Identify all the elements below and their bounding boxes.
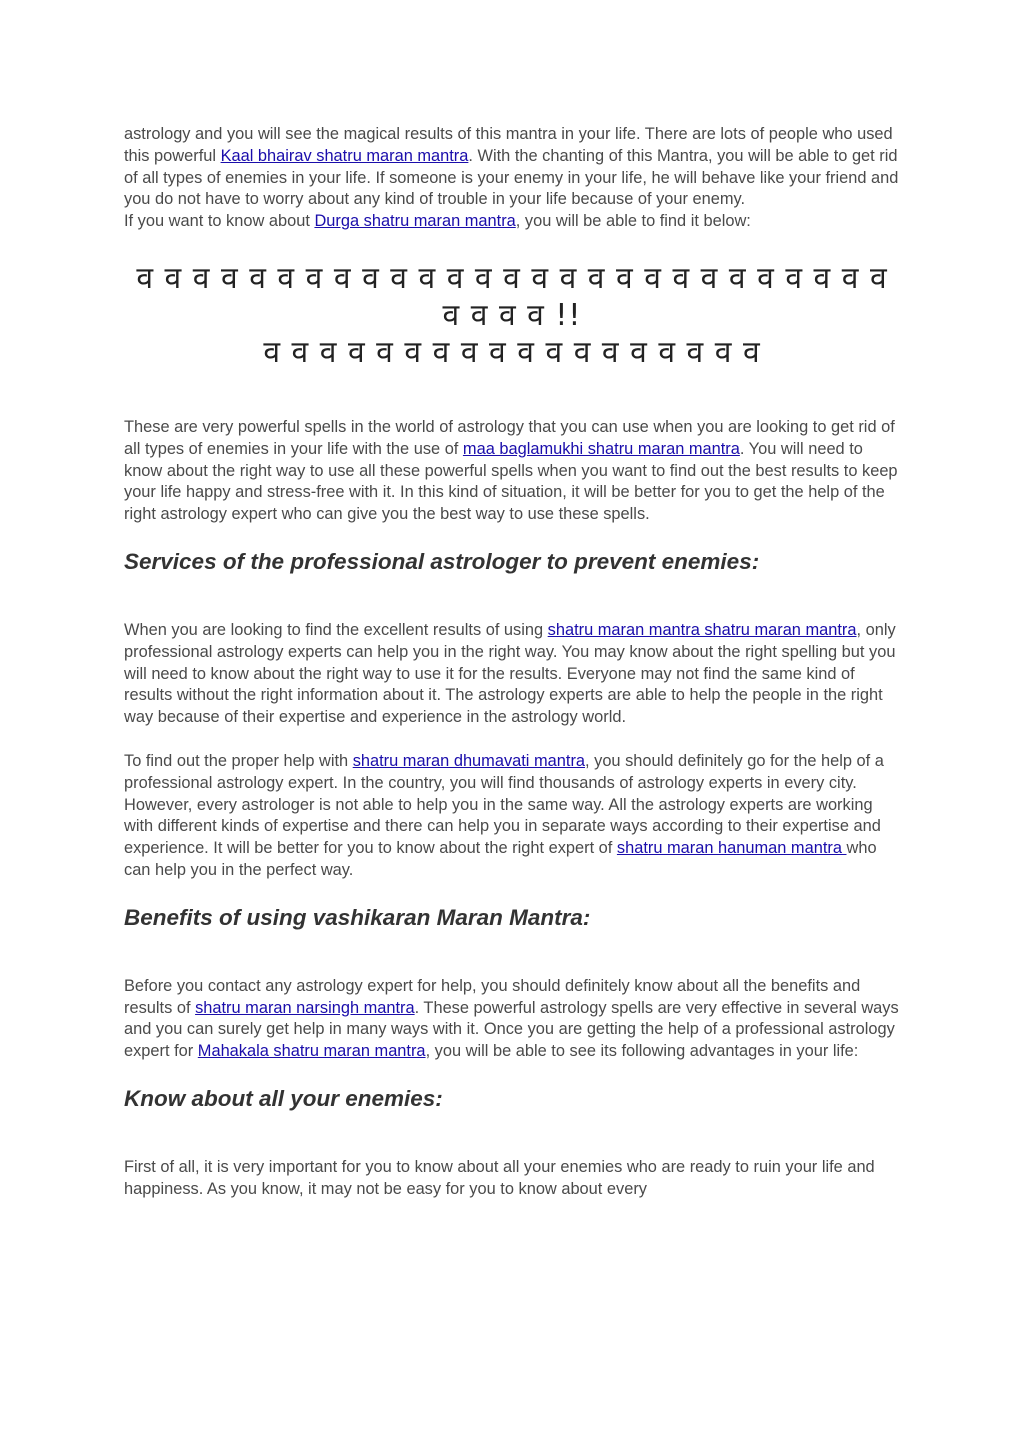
spells-paragraph: [124, 417, 900, 526]
services-p2-text-1: To find out the proper help with: [124, 751, 353, 770]
intro-text-2: . With the chanting of this Mantra, you will be able to get rid of all types of enemies in your life. If someone is your enemy in your life, he will behave like your friend and you do not have to worry about any kind of trouble in your life because of your enemy.: [124, 146, 899, 209]
narsingh-mantra-link[interactable]: shatru maran narsingh mantra: [195, 998, 415, 1017]
enemies-heading: Know about all your enemies:: [124, 1085, 443, 1111]
mantra-line-3: व व व व व व व व व व व व व व व व व व: [263, 334, 761, 370]
durga-text-1: If you want to know about: [124, 212, 315, 231]
services-paragraph-1: [124, 620, 900, 729]
durga-paragraph: [124, 211, 900, 233]
benefits-heading: Benefits of using vashikaran Maran Mantra:: [124, 904, 591, 930]
benefits-text-2: . These powerful astrology spells are very effective in several ways and you can surely get help in many ways with it. Once you are getting the help of a professional astrology expert for: [124, 998, 899, 1061]
mantra-line-1: व व व व व व व व व व व व व व व व व व व व व व व व व व व: [136, 260, 888, 296]
benefits-paragraph: [124, 976, 900, 1063]
hanuman-mantra-link[interactable]: shatru maran hanuman mantra: [616, 839, 847, 858]
dhumavati-mantra-link[interactable]: shatru maran dhumavati mantra: [352, 751, 586, 770]
services-text-2: , only professional astrology experts can help you in the right way. You may know about the right spelling but you will need to know about the right way to use it for the results. Everyone may not find the same kind of results without the right information about it. The astrology experts are able to help the people in the right way because of their expertise and experience in the astrology world.: [124, 620, 896, 727]
document-page: [124, 124, 900, 1201]
benefits-text-1: Before you contact any astrology expert for help, you should definitely know about all the benefits and results of: [124, 976, 861, 1017]
spells-text-2: . You will need to know about the right way to use all these powerful spells when you want to find out the best results to keep your life happy and stress-free with it. In this kind of situation, it will be better for you to get the help of the right astrology expert who can give you the best way to use these spells.: [124, 439, 898, 524]
durga-mantra-link[interactable]: Durga shatru maran mantra: [314, 212, 516, 231]
shatru-maran-mantra-link[interactable]: shatru maran mantra shatru maran mantra: [547, 620, 857, 639]
services-text-1: When you are looking to find the excellent results of using: [124, 620, 548, 639]
services-p2-text-3: who can help you in the perfect way.: [124, 839, 877, 879]
mantra-line-2: व व व व !!: [442, 297, 582, 333]
services-p2-text-2: , you should definitely go for the help of a professional astrology expert. In the country, you will find thousands of astrology experts in every city. However, every astrologer is not able to help you in the same way. All the astrology experts are working with different kinds of expertise and there can help you in separate ways according to their expertise and experience. It will be better for you to know about the right expert of: [124, 751, 884, 858]
kaal-bhairav-mantra-link[interactable]: Kaal bhairav shatru maran mantra: [220, 146, 469, 165]
durga-text-2: , you will be able to find it below:: [515, 212, 751, 231]
intro-text-1: astrology and you will see the magical results of this mantra in your life. There are lots of people who used this powerful: [124, 125, 893, 165]
mahakala-mantra-link[interactable]: Mahakala shatru maran mantra: [197, 1042, 426, 1061]
spells-text-1: These are very powerful spells in the world of astrology that you can use when you are looking to get rid of all types of enemies in your life with the use of: [124, 417, 895, 458]
services-heading: Services of the professional astrologer to prevent enemies:: [124, 548, 760, 574]
services-paragraph-2: [124, 751, 900, 882]
benefits-text-3: , you will be able to see its following advantages in your life:: [425, 1042, 859, 1061]
intro-paragraph: [124, 124, 900, 211]
enemies-paragraph: First of all, it is very important for you to know about all your enemies who are ready to ruin your life and happiness. As you know, it may not be easy for you to know about every: [124, 1157, 875, 1198]
baglamukhi-mantra-link[interactable]: maa baglamukhi shatru maran mantra: [462, 439, 740, 458]
